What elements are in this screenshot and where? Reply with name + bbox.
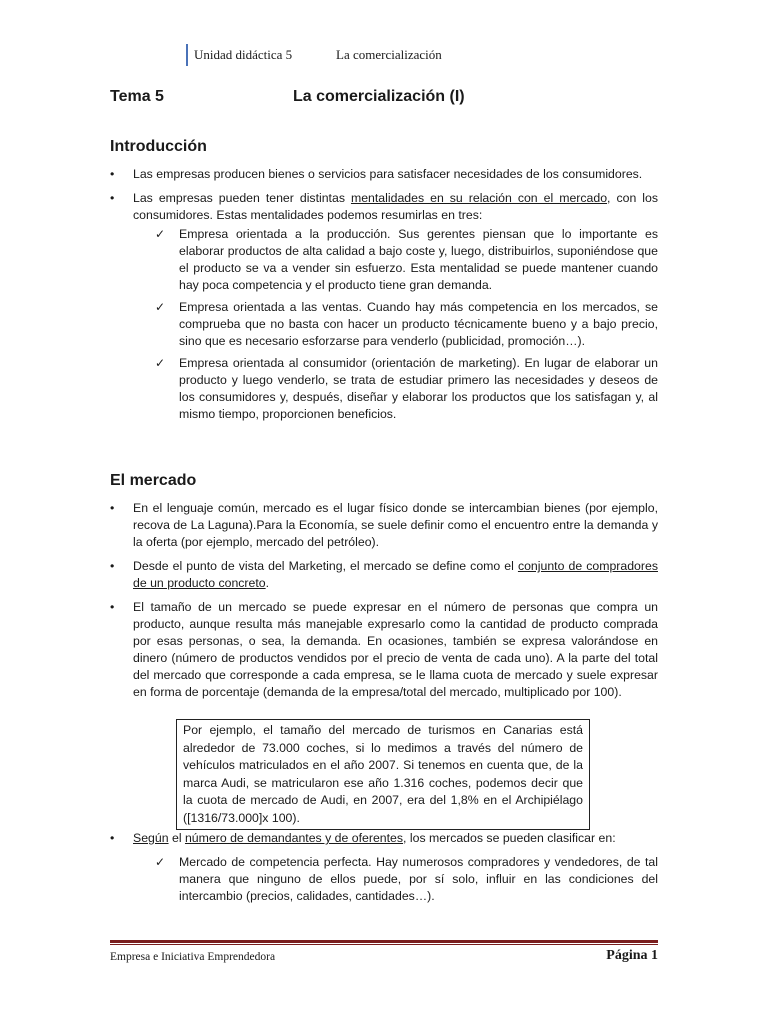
bullet-icon: • <box>110 191 115 205</box>
mercado-bullet-3: • El tamaño de un mercado se puede expresar en el número de personas que compra un producto, aunque resulta más manejable expresarlo como la cantidad de producto comprada por esas personas, o sea, la demanda. En ocasiones, también se expresa valorándose en dinero (número de productos vendidos por el precio de venta de cada uno). A la parte del total del mercado que corresponde a cada empresa, se le llama cuota de mercado y suele expresar en forma de porcentaje (demanda de la empresa/total del mercado, multiplicado por 100). <box>110 600 658 699</box>
underlined-term: conjunto de compradores de un producto concreto <box>133 559 658 590</box>
underlined-term: mentalidades en su relación con el mercado <box>350 191 608 205</box>
mercado-bullet-2: • Desde el punto de vista del Marketing, el mercado se define como el conjunto de compradores de un producto concreto. <box>110 559 658 590</box>
intro-check-1: ✓ Empresa orientada a la producción. Sus gerentes piensan que lo importante es elaborar productos de alta calidad a bajo coste y, luego, distribuirlos, suponiéndose que el producto se va a vender sin esfuerzo. Esta mentalidad se puede mantener cuando hay poca competencia y el producto tiene gran demanda. <box>155 227 658 292</box>
mercado-section <box>110 500 658 701</box>
intro-bullet-1: • Las empresas producen bienes o servicios para satisfacer necesidades de los consumidores. <box>110 167 643 181</box>
header-unit: Unidad didáctica 5 <box>194 47 293 62</box>
checkmark-icon: ✓ <box>155 227 166 241</box>
mercado-bullet-1: • En el lenguaje común, mercado es el lugar físico donde se intercambian bienes (por ejemplo, recova de La Laguna).Para la Economía, se suele definir como el encuentro entre la demanda y la oferta (por ejemplo, mercado del petróleo). <box>110 501 658 549</box>
tema-title <box>110 88 465 106</box>
underlined-term: número de demandantes y de oferentes <box>184 831 404 845</box>
checkmark-icon: ✓ <box>155 300 166 314</box>
heading-mercado: El mercado <box>110 472 197 489</box>
bullet-icon: • <box>110 600 115 614</box>
bullet-icon: • <box>110 501 115 515</box>
mercado-check-1: ✓ Mercado de competencia perfecta. Hay numerosos compradores y vendedores, de tal manera que ninguno de ellos puede, por sí solo, influir en las condiciones del intercambio (precios, calidades, cantidades…). <box>155 855 658 903</box>
mercado-section-2 <box>110 830 658 905</box>
bullet-icon: • <box>110 167 115 181</box>
intro-section <box>110 166 658 423</box>
checkmark-icon: ✓ <box>155 356 166 370</box>
intro-bullet-2: • Las empresas pueden tener distintas mentalidades en su relación con el mercado, con los consumidores. Estas mentalidades podemos resumirlas en tres: <box>110 191 658 222</box>
example-box: Por ejemplo, el tamaño del mercado de turismos en Canarias está alrededor de 73.000 coches, si lo medimos a través del número de vehículos matriculados en el año 2007. Si tenemos en cuenta que, de la marca Audi, se matricularon ese año 1.316 coches, podemos decir que la cuota de mercado de Audi, en 2007, era del 1,8% en el Archipiélago ([1316/73.000]x 100). <box>176 719 590 830</box>
footer-rule <box>110 940 658 943</box>
heading-introduccion: Introducción <box>110 138 207 155</box>
intro-check-2: ✓ Empresa orientada a las ventas. Cuando hay más competencia en los mercados, se comprueba que no basta con hacer un producto técnicamente bueno y a bajo precio, sino que es necesario esforzarse para venderlo (publicidad, promoción…). <box>155 300 658 348</box>
header-title: La comercialización <box>336 47 442 62</box>
bullet-icon: • <box>110 559 115 573</box>
checkmark-icon: ✓ <box>155 855 166 869</box>
footer-rule-thin <box>110 944 658 945</box>
mercado-bullet-4: • Según el número de demandantes y de oferentes, los mercados se pueden clasificar en: <box>110 831 616 845</box>
footer-course: Empresa e Iniciativa Emprendedora <box>110 951 276 963</box>
page-header <box>186 44 442 66</box>
footer-page-number: Página 1 <box>606 948 658 963</box>
intro-check-3: ✓ Empresa orientada al consumidor (orientación de marketing). En lugar de elaborar un producto y luego venderlo, se trata de estudiar primero las necesidades y deseos de los consumidores y, después, diseñar y elaborar los productos que los satisfagan y, al mismo tiempo, proporcionen beneficios. <box>155 356 658 421</box>
bullet-icon: • <box>110 831 115 845</box>
tema-number: Tema 5 <box>110 88 164 105</box>
tema-name: La comercialización (I) <box>293 88 465 105</box>
